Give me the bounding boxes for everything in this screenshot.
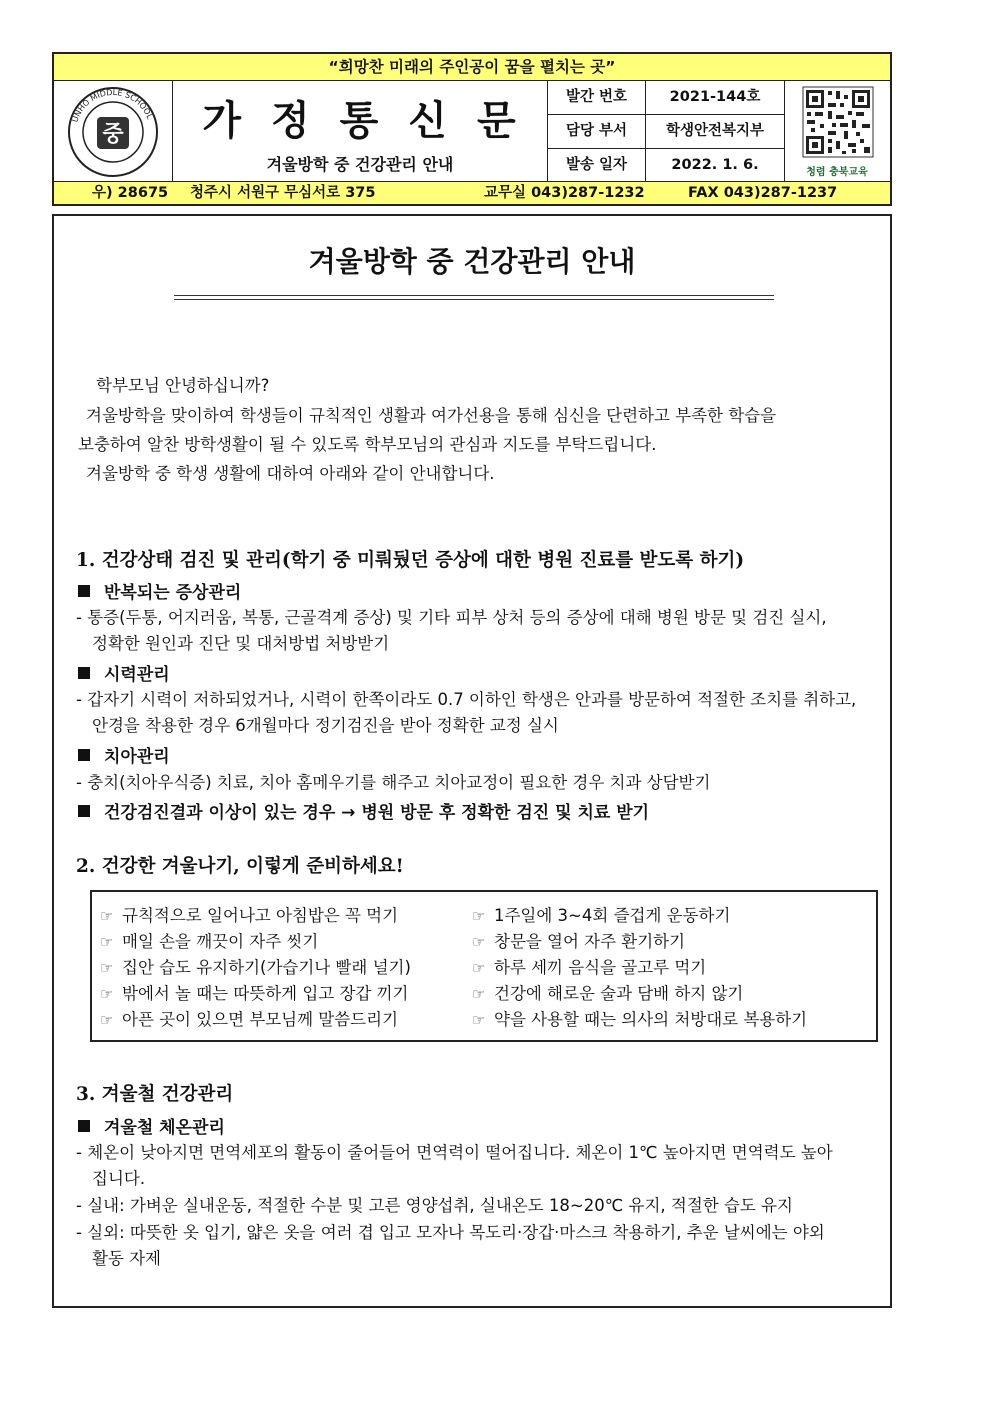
body-line: - 충치(치아우식증) 치료, 치아 홈메우기를 해주고 치아교정이 필요한 경우 치과 상담받기 — [76, 773, 711, 792]
section-3-heading: 3. 겨울철 건강관리 — [76, 1084, 234, 1105]
tip-item: ☞ 규칙적으로 일어나고 아침밥은 꼭 먹기 — [100, 906, 399, 925]
body-line: 안경을 착용한 경우 6개월마다 정기검진을 받아 정확한 교정 실시 — [92, 716, 559, 735]
issue-info-table — [548, 81, 785, 184]
pointing-hand-icon: ☞ — [472, 1011, 486, 1029]
qr-code-cell — [785, 81, 890, 184]
body-line: 집니다. — [92, 1169, 146, 1188]
tip-item: ☞ 창문을 열어 자주 환기하기 — [472, 932, 686, 951]
paper-title-cell — [173, 81, 548, 184]
logo-ring-text: UNHO MIDDLE SCHOOL — [70, 87, 155, 124]
info-value: 2022. 1. 6. — [671, 157, 759, 173]
pointing-hand-icon: ☞ — [100, 985, 114, 1003]
pointing-hand-icon: ☞ — [472, 985, 486, 1003]
pointing-hand-icon: ☞ — [472, 959, 486, 977]
pointing-hand-icon: ☞ — [472, 933, 486, 951]
newsletter-header — [52, 52, 892, 206]
title-underline — [174, 295, 774, 296]
document-title: 겨울방학 중 건강관리 안내 — [308, 245, 636, 278]
qr-caption: 청렴 충북교육 — [806, 167, 868, 178]
info-row-send-date — [548, 149, 784, 184]
fax-number: FAX 043)287-1237 — [688, 185, 838, 201]
school-slogan: “희망찬 미래의 주인공이 꿈을 펼치는 곳” — [54, 54, 890, 81]
subsection-heading: 건강검진결과 이상이 있는 경우 → 병원 방문 후 정확한 검진 및 치료 받기 — [78, 798, 649, 823]
body-line: - 실외: 따뜻한 옷 입기, 얇은 옷을 여러 겹 입고 모자나 목도리·장갑·마스크 착용하기, 추운 날씨에는 야외 — [76, 1223, 825, 1242]
intro-line: 겨울방학 중 학생 생활에 대하여 아래와 같이 안내합니다. — [86, 464, 495, 483]
subsection-heading: 겨울철 체온관리 — [78, 1113, 225, 1138]
intro-line: 겨울방학을 맞이하여 학생들이 규칙적인 생활과 여가선용을 통해 심신을 단련하고 부족한 학습을 — [86, 406, 777, 425]
address-bar — [54, 181, 890, 204]
body-line: 정확한 원인과 진단 및 대처방법 처방받기 — [92, 634, 390, 653]
qr-code-icon — [785, 81, 890, 184]
tip-item: ☞ 아픈 곳이 있으면 부모님께 말씀드리기 — [100, 1010, 399, 1029]
subsection-heading: 치아관리 — [78, 742, 170, 767]
pointing-hand-icon: ☞ — [100, 907, 114, 925]
intro-line: 보충하여 알찬 방학생활이 될 수 있도록 학부모님의 관심과 지도를 부탁드립니다. — [78, 435, 657, 454]
body-line: - 갑자기 시력이 저하되었거나, 시력이 한쪽이라도 0.7 이하인 학생은 안과를 방문하여 적절한 조치를 취하고, — [76, 690, 857, 709]
pointing-hand-icon: ☞ — [100, 933, 114, 951]
street-address: 청주시 서원구 무심서로 375 — [190, 185, 376, 201]
greeting: 학부모님 안녕하십니까? — [96, 376, 270, 395]
tip-item: ☞ 밖에서 놀 때는 따뜻하게 입고 장갑 끼기 — [100, 984, 409, 1003]
office-phone: 교무실 043)287-1232 — [484, 185, 645, 201]
tip-item: ☞ 약을 사용할 때는 의사의 처방대로 복용하기 — [472, 1010, 808, 1029]
pointing-hand-icon: ☞ — [472, 907, 486, 925]
body-line: - 통증(두통, 어지러움, 복통, 근골격계 증상) 및 기타 피부 상처 등의 증상에 대해 병원 방문 및 검진 실시, — [76, 608, 827, 627]
square-bullet-icon — [78, 667, 90, 679]
logo-char: 중 — [102, 122, 124, 147]
square-bullet-icon — [78, 1120, 90, 1132]
section-1-heading: 1. 건강상태 검진 및 관리(학기 중 미뤄뒀던 증상에 대한 병원 진료를 받도록 하기) — [76, 550, 745, 571]
school-logo — [54, 81, 172, 184]
info-row-department — [548, 115, 784, 149]
info-row-issue-number — [548, 81, 784, 115]
square-bullet-icon — [78, 585, 90, 597]
paper-title: 가정통신문 — [202, 97, 546, 144]
info-label: 담당 부서 — [548, 115, 646, 148]
subsection-heading: 반복되는 증상관리 — [78, 578, 241, 603]
info-label: 발송 일자 — [548, 149, 646, 184]
info-value: 2021-144호 — [669, 89, 761, 105]
square-bullet-icon — [78, 749, 90, 761]
postal-code: 우) 28675 — [92, 185, 169, 201]
tip-item: ☞ 하루 세끼 음식을 골고루 먹기 — [472, 958, 707, 977]
pointing-hand-icon: ☞ — [100, 1011, 114, 1029]
info-value: 학생안전복지부 — [665, 123, 765, 139]
tip-item: ☞ 1주일에 3~4회 즐겁게 운동하기 — [472, 906, 731, 925]
body-line: 활동 자제 — [92, 1249, 162, 1268]
square-bullet-icon — [78, 805, 90, 817]
title-underline — [174, 299, 774, 300]
paper-subtitle: 겨울방학 중 건강관리 안내 — [266, 155, 454, 174]
pointing-hand-icon: ☞ — [100, 959, 114, 977]
tip-item: ☞ 집안 습도 유지하기(가습기나 빨래 널기) — [100, 958, 411, 977]
body-line: - 실내: 가벼운 실내운동, 적절한 수분 및 고른 영양섭취, 실내온도 18~20℃ 유지, 적절한 습도 유지 — [76, 1196, 793, 1215]
letter-body — [52, 214, 892, 1308]
body-line: - 체온이 낮아지면 면역세포의 활동이 줄어들어 면역력이 떨어집니다. 체온이 1℃ 높아지면 면역력도 높아 — [76, 1143, 833, 1162]
school-logo-cell — [54, 81, 173, 184]
section-2-heading: 2. 건강한 겨울나기, 이렇게 준비하세요! — [76, 856, 404, 877]
health-tips-box — [90, 890, 878, 1042]
info-label: 발간 번호 — [548, 81, 646, 114]
tip-item: ☞ 건강에 해로운 술과 담배 하지 않기 — [472, 984, 744, 1003]
tip-item: ☞ 매일 손을 깨끗이 자주 씻기 — [100, 932, 319, 951]
subsection-heading: 시력관리 — [78, 660, 170, 685]
